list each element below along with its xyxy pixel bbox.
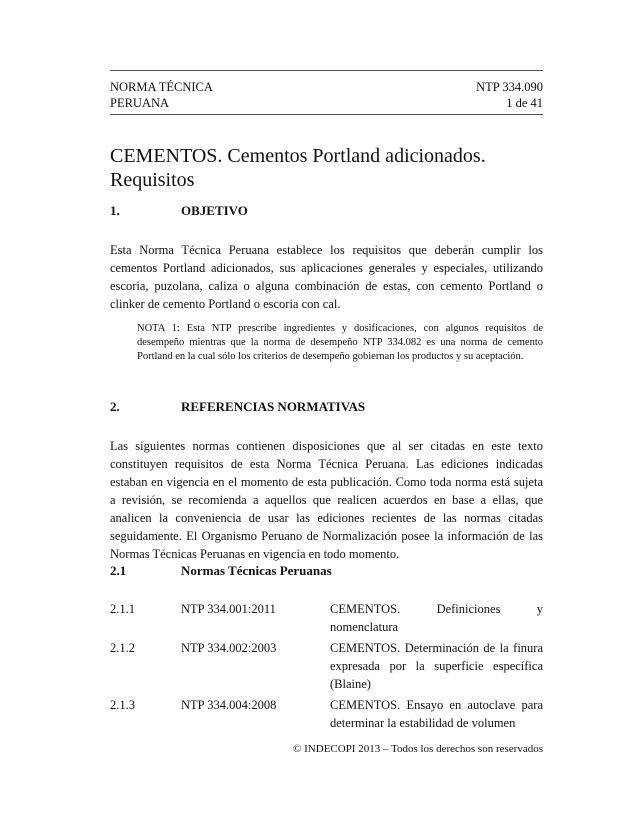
- reference-description: CEMENTOS. Determinación de la finura expresada por la superficie específica (Blaine): [330, 641, 543, 691]
- section-1-title: OBJETIVO: [181, 203, 248, 218]
- reference-description: CEMENTOS. Definiciones y nomenclatura: [330, 602, 543, 634]
- header-left: [110, 79, 330, 111]
- reference-number: 2.1.3: [110, 698, 135, 712]
- reference-code: NTP 334.004:2008: [181, 698, 277, 712]
- header-page-number: 1 de 41: [506, 96, 543, 110]
- section-1-paragraph: Esta Norma Técnica Peruana establece los requisitos que deberán cumplir los cementos Portland adicionados, sus aplicaciones generales y especiales, utilizando escoria, puzolana, caliza o alguna combinación de estas, con cemento Portland o clinker de cemento Portland o escoria con cal.: [110, 243, 543, 311]
- note-1: NOTA 1: Esta NTP prescribe ingredientes y dosificaciones, con algunos requisitos de desempeño mientras que la norma de desempeño NTP 334.082 es una norma de cemento Portland en la cual sólo los criterios de desempeño gobiernan los productos y su aceptación.: [137, 323, 543, 362]
- header-top-rule: [110, 70, 543, 71]
- document-title: CEMENTOS. Cementos Portland adicionados. Requisitos: [110, 145, 486, 191]
- reference-description: CEMENTOS. Ensayo en autoclave para determinar la estabilidad de volumen: [330, 698, 543, 730]
- reference-code: NTP 334.001:2011: [181, 602, 276, 616]
- subsection-2-1-number: 2.1: [110, 563, 127, 578]
- header-ntp-code: NTP 334.090: [476, 80, 543, 94]
- header-norma-tecnica: NORMA TÉCNICA: [110, 80, 213, 94]
- header-peruana: PERUANA: [110, 96, 170, 110]
- section-2-title: REFERENCIAS NORMATIVAS: [181, 399, 366, 414]
- reference-number: 2.1.1: [110, 602, 135, 616]
- section-2-number: 2.: [110, 399, 120, 414]
- header-bottom-rule: [110, 114, 543, 115]
- reference-code: NTP 334.002:2003: [181, 641, 277, 655]
- subsection-2-1-title: Normas Técnicas Peruanas: [181, 563, 332, 578]
- copyright-footer: © INDECOPI 2013 – Todos los derechos son reservados: [293, 743, 543, 755]
- section-2-paragraph: Las siguientes normas contienen disposiciones que al ser citadas en este texto constituyen requisitos de esta Norma Técnica Peruana. Las ediciones indicadas estaban en vigencia en el momento de esta publicación. Como toda norma está sujeta a revisión, se recomienda a aquellos que realicen acuerdos en base a ellas, que analicen la conveniencia de usar las ediciones recientes de las normas citadas seguidamente. El Organismo Peruano de Normalización posee la información de las Normas Técnicas Peruanas en vigencia en todo momento.: [110, 439, 543, 561]
- reference-number: 2.1.2: [110, 641, 135, 655]
- header-right: [343, 79, 543, 111]
- section-1-number: 1.: [110, 203, 120, 218]
